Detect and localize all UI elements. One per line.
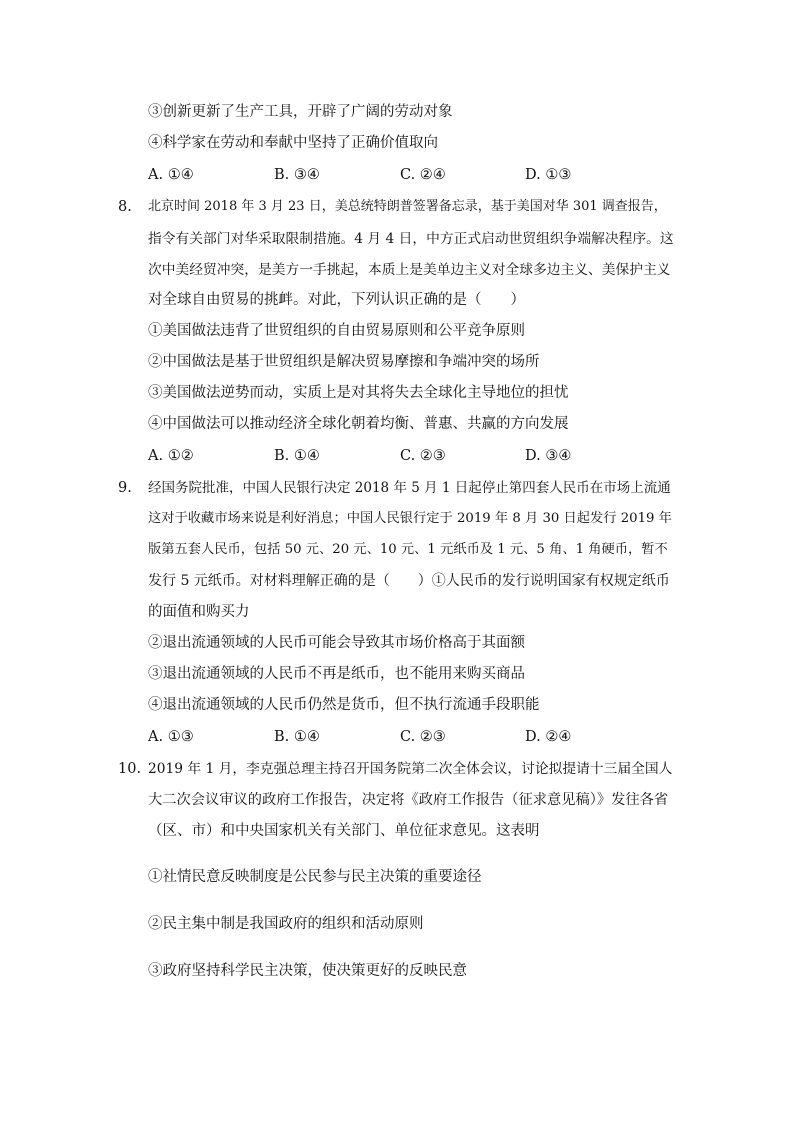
q8-number: 8. — [118, 199, 132, 215]
q8-stem-line-3: 次中美经贸冲突，是美方一手挑起，本质上是美单边主义对全球多边主义、美保护主义 — [148, 262, 671, 278]
q10-number: 10. — [118, 761, 142, 777]
q8-option-a: A. ①② — [148, 448, 194, 464]
q10-stem-line-2: 大二次会议审议的政府工作报告，决定将《政府工作报告（征求意见稿）》发往各省 — [148, 792, 669, 808]
q7-option-b: B. ③④ — [274, 167, 320, 183]
q10-statement-2: ②民主集中制是我国政府的组织和活动原则 — [148, 916, 424, 932]
q8-option-b: B. ①④ — [274, 448, 320, 464]
q9-statement-4: ④退出流通领域的人民币仍然是货币，但不执行流通手段职能 — [148, 697, 540, 713]
q9-stem-line-4: 发行 5 元纸币。对材料理解正确的是（ ）①人民币的发行说明国家有权规定纸币 — [148, 573, 670, 589]
q8-option-c: C. ②③ — [400, 448, 446, 464]
q7-option-d: D. ①③ — [525, 167, 572, 183]
q9-option-c: C. ②③ — [400, 729, 446, 745]
q8-stem-line-2: 指令有关部门对华采取限制措施。4 月 4 日，中方正式启动世贸组织争端解决程序。这 — [148, 231, 674, 247]
q8-statement-1: ①美国做法违背了世贸组织的自由贸易原则和公平竞争原则 — [148, 323, 525, 339]
q7-statement-3: ③创新更新了生产工具，开辟了广阔的劳动对象 — [148, 104, 453, 120]
q7-option-c: C. ②④ — [400, 167, 446, 183]
q9-stem-line-2: 这对于收藏市场来说是利好消息；中国人民银行定于 2019 年 8 月 30 日起发行 2019 年 — [148, 511, 672, 526]
q9-option-b: B. ①④ — [274, 729, 320, 745]
q9-stem-line-1: 经国务院批准，中国人民银行决定 2018 年 5 月 1 日起停止第四套人民币在市场上流通 — [148, 480, 671, 496]
q7-option-a: A. ①④ — [148, 167, 194, 183]
q8-statement-2: ②中国做法是基于世贸组织是解决贸易摩擦和争端冲突的场所 — [148, 354, 540, 370]
q8-stem-line-1: 北京时间 2018 年 3 月 23 日，美总统特朗普签署备忘录，基于美国对华 301 调查报告， — [148, 199, 667, 214]
q10-statement-3: ③政府坚持科学民主决策，使决策更好的反映民意 — [148, 963, 467, 979]
q8-option-d: D. ③④ — [525, 448, 572, 464]
q9-stem-line-5: 的面值和购买力 — [148, 604, 250, 620]
q9-option-d: D. ②④ — [525, 729, 572, 745]
q10-statement-1: ①社情民意反映制度是公民参与民主决策的重要途径 — [148, 869, 482, 885]
q8-statement-4: ④中国做法可以推动经济全球化朝着均衡、普惠、共赢的方向发展 — [148, 416, 569, 432]
q8-stem-line-4: 对全球自由贸易的挑衅。对此，下列认识正确的是（ ） — [148, 292, 525, 308]
q9-number: 9. — [118, 480, 132, 496]
q8-statement-3: ③美国做法逆势而动，实质上是对其将失去全球化主导地位的担忧 — [148, 385, 569, 401]
q9-statement-2: ②退出流通领域的人民币可能会导致其市场价格高于其面额 — [148, 635, 525, 651]
q7-statement-4: ④科学家在劳动和奉献中坚持了正确价值取向 — [148, 135, 438, 151]
q10-stem-line-3: （区、市）和中央国家机关有关部门、单位征求意见。这表明 — [148, 823, 540, 839]
q9-option-a: A. ①③ — [148, 729, 194, 745]
q9-statement-3: ③退出流通领域的人民币不再是纸币，也不能用来购买商品 — [148, 666, 525, 682]
q9-stem-line-3: 版第五套人民币，包括 50 元、20 元、10 元、1 元纸币及 1 元、5 角、1 角硬币，暂不 — [148, 542, 668, 557]
q10-stem-line-1: 2019 年 1 月，李克强总理主持召开国务院第二次全体会议，讨论拟提请十三届全国人 — [148, 761, 673, 777]
